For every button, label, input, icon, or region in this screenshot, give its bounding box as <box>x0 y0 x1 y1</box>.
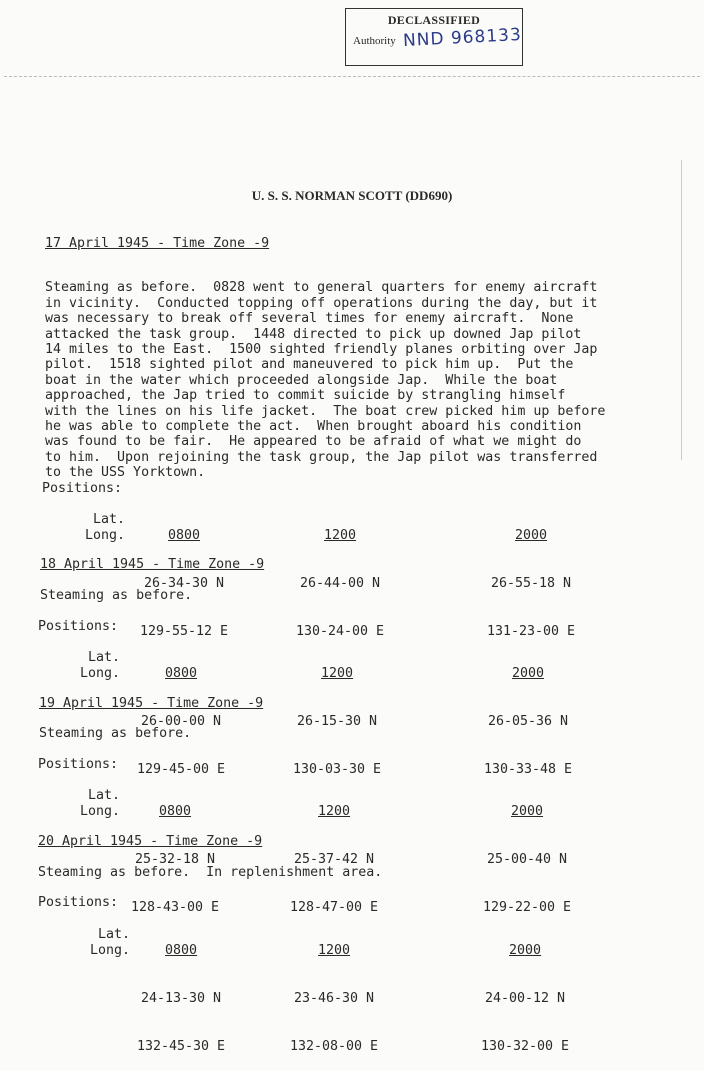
position-lat: 26-55-18 N <box>491 576 572 591</box>
entry-text: Steaming as before. <box>40 588 193 603</box>
position-column <box>290 772 378 932</box>
positions-label: Positions: <box>38 895 119 910</box>
entry-text <box>45 265 605 481</box>
position-lat: 24-13-30 N <box>141 991 222 1006</box>
position-long: 132-08-00 E <box>290 1039 379 1054</box>
position-long: 129-45-00 E <box>137 762 226 777</box>
position-time: 1200 <box>318 804 351 819</box>
entry-heading: 18 April 1945 - Time Zone -9 <box>40 557 265 572</box>
text-line: to the USS Yorktown. <box>45 465 206 481</box>
entry-heading: 17 April 1945 - Time Zone -9 <box>45 236 270 251</box>
position-time: 1200 <box>321 666 354 681</box>
position-time: 0800 <box>165 666 198 681</box>
text-line: he was able to complete the act. When brought aboard his condition <box>45 419 582 435</box>
text-line: with the lines on his life jacket. The boat crew picked him up before <box>45 403 606 419</box>
position-column <box>290 911 378 1071</box>
position-time: 0800 <box>165 943 198 958</box>
position-long: 129-55-12 E <box>140 624 229 639</box>
position-long: 130-03-30 E <box>293 762 382 777</box>
document-title: U. S. S. NORMAN SCOTT (DD690) <box>251 188 453 203</box>
text-line: 14 miles to the East. 1500 sighted friendly planes orbiting over Jap <box>45 342 598 358</box>
position-column <box>137 911 225 1071</box>
position-time: 2000 <box>515 528 548 543</box>
scan-edge-mark <box>681 160 682 460</box>
entry-text: Steaming as before. In replenishment area. <box>38 865 383 880</box>
position-column <box>481 911 569 1071</box>
position-long: 130-24-00 E <box>296 624 385 639</box>
declassified-stamp <box>345 8 523 66</box>
position-lat: 26-05-36 N <box>488 714 569 729</box>
position-time: 2000 <box>511 804 544 819</box>
position-lat: 24-00-12 N <box>485 991 566 1006</box>
lat-label: Lat. <box>87 788 120 803</box>
position-lat: 23-46-30 N <box>294 991 375 1006</box>
entry-heading: 20 April 1945 - Time Zone -9 <box>38 834 263 849</box>
position-time: 2000 <box>512 666 545 681</box>
position-column <box>296 496 384 656</box>
position-long: 128-43-00 E <box>131 900 220 915</box>
text-line: to him. Upon rejoining the task group, the Jap pilot was transferred <box>45 449 598 465</box>
position-lat: 26-15-30 N <box>297 714 378 729</box>
position-long: 130-33-48 E <box>484 762 573 777</box>
scan-divider <box>4 76 700 77</box>
text-line: was necessary to break off several times for enemy aircraft. None <box>45 311 574 327</box>
long-label: Long. <box>79 666 120 681</box>
text-line: attacked the task group. 1448 directed to pick up downed Jap pilot <box>45 326 582 342</box>
position-lat: 26-34-30 N <box>144 576 225 591</box>
position-long: 131-23-00 E <box>487 624 576 639</box>
position-lat: 25-37-42 N <box>294 852 375 867</box>
position-column <box>140 496 228 656</box>
position-column <box>483 772 571 932</box>
position-time: 0800 <box>168 528 201 543</box>
position-long: 129-22-00 E <box>483 900 572 915</box>
text-line: was found to be fair. He appeared to be afraid of what we might do <box>45 434 582 450</box>
lat-label: Lat. <box>97 927 130 942</box>
position-column <box>293 634 381 794</box>
position-lat: 26-00-00 N <box>141 714 222 729</box>
position-time: 1200 <box>318 943 351 958</box>
entry-heading: 19 April 1945 - Time Zone -9 <box>39 696 264 711</box>
lat-label: Lat. <box>92 512 125 527</box>
position-column <box>137 634 225 794</box>
text-line: pilot. 1518 sighted pilot and maneuvered to pick him up. Put the <box>45 357 574 373</box>
position-lat: 25-00-40 N <box>487 852 568 867</box>
position-column <box>487 496 575 656</box>
text-line: boat in the water which proceeded alongside Jap. While the boat <box>45 372 558 388</box>
position-lat: 25-32-18 N <box>135 852 216 867</box>
long-label: Long. <box>84 528 125 543</box>
text-line: in vicinity. Conducted topping off operations during the day, but it <box>45 295 598 311</box>
text-line: approached, the Jap tried to commit suicide by strangling himself <box>45 388 566 404</box>
position-long: 128-47-00 E <box>290 900 379 915</box>
positions-label: Positions: <box>38 619 119 634</box>
positions-label: Positions: <box>38 757 119 772</box>
position-lat: 26-44-00 N <box>300 576 381 591</box>
position-long: 130-32-00 E <box>481 1039 570 1054</box>
position-time: 2000 <box>509 943 542 958</box>
position-column <box>131 772 219 932</box>
lat-label: Lat. <box>87 650 120 665</box>
stamp-authority-label: Authority <box>353 35 396 47</box>
position-long: 132-45-30 E <box>137 1039 226 1054</box>
long-label: Long. <box>89 943 130 958</box>
position-column <box>484 634 572 794</box>
position-time: 0800 <box>159 804 192 819</box>
stamp-title: DECLASSIFIED <box>387 13 481 27</box>
entry-text: Steaming as before. <box>39 726 192 741</box>
long-label: Long. <box>79 804 120 819</box>
stamp-authority-number: NND 968133 <box>402 24 523 52</box>
position-time: 1200 <box>324 528 357 543</box>
positions-label: Positions: <box>42 481 123 496</box>
text-line: Steaming as before. 0828 went to general quarters for enemy aircraft <box>45 280 598 296</box>
